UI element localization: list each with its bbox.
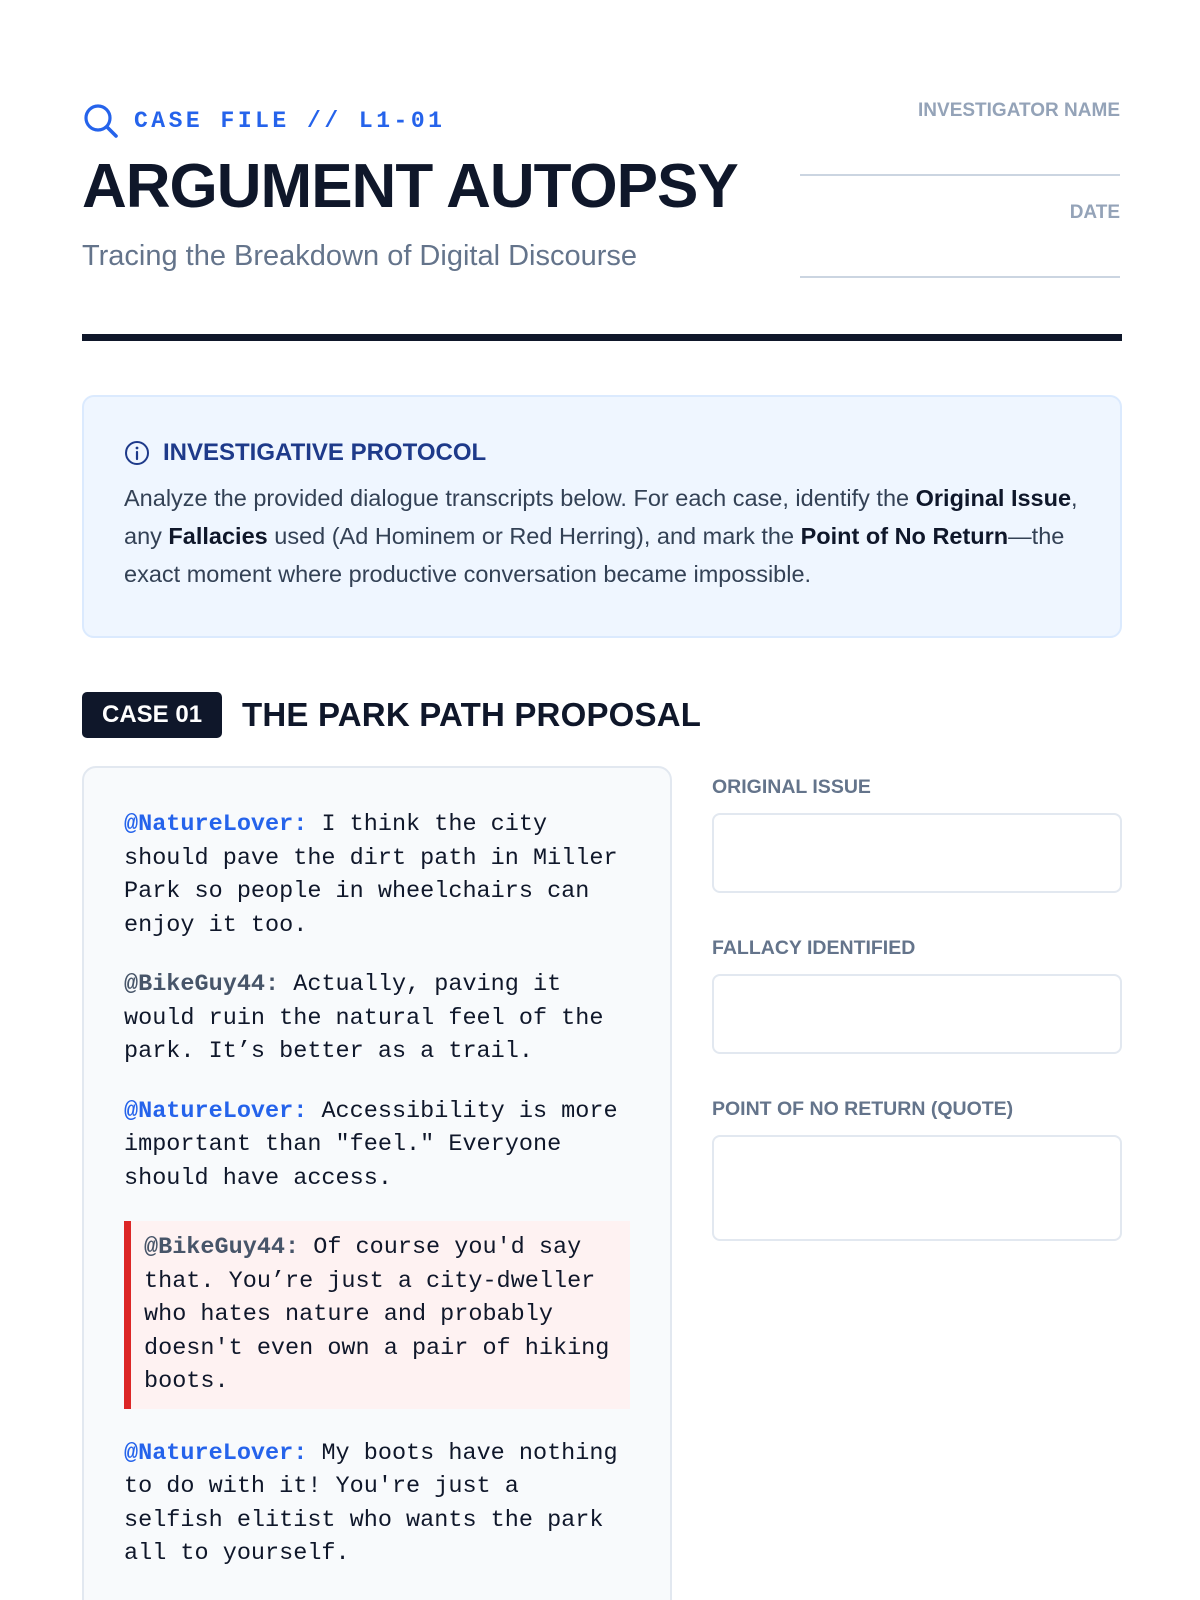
original-issue-field[interactable] [712,813,1122,893]
page-header [82,100,1120,342]
message-user: @NatureLover: [124,1439,308,1467]
protocol-box [82,395,1122,638]
point-of-no-return-field[interactable] [712,1135,1122,1241]
investigator-name-label: INVESTIGATOR NAME [918,100,1120,121]
transcript-message [124,808,630,942]
protocol-bold: Original Issue [915,485,1072,511]
case-badge: CASE 01 [82,692,222,738]
fallacy-field[interactable] [712,974,1122,1054]
message-user: @NatureLover: [124,1097,308,1125]
page-subtitle: Tracing the Breakdown of Digital Discourse [82,240,638,272]
transcript-panel [82,766,672,1600]
message-text: Accessibility is more important than "feel." Everyone should have access. [124,1097,618,1192]
transcript-message [124,968,630,1069]
fallacy-label: FALLACY IDENTIFIED [712,937,916,959]
date-label: DATE [1069,202,1120,223]
protocol-text: Analyze the provided dialogue transcripts below. For each case, identify the Original Issue, any Fallacies used (Ad Hominem or Red Herring), and mark the Point of No Return—the exact moment where productive conversation became impossible. [124,485,1078,587]
flagged-message [124,1221,630,1409]
case-file-label: CASE FILE // L1-01 [134,108,446,134]
message-text: My boots have nothing to do with it! You're just a selfish elitist who wants the park all to yourself. [124,1439,618,1567]
message-text: Actually, paving it would ruin the natural feel of the park. It’s better as a trail. [124,971,604,1065]
transcript-message [124,1095,630,1196]
protocol-bold: Fallacies [168,523,268,549]
protocol-header [124,439,1080,467]
message-user: @BikeGuy44: [144,1234,300,1261]
transcript-message [124,1437,630,1571]
point-of-no-return-label: POINT OF NO RETURN (QUOTE) [712,1098,1014,1120]
message-user: @BikeGuy44: [124,971,280,998]
investigator-name-field[interactable] [800,174,1120,176]
message-text: I think the city should pave the dirt path in Miller Park so people in wheelchairs can enjoy it too. [124,811,618,939]
date-field[interactable] [800,276,1120,278]
header-divider [82,334,1122,341]
case-header [82,692,701,738]
original-issue-label: ORIGINAL ISSUE [712,776,871,798]
message-user: @NatureLover: [124,811,308,838]
search-icon [82,102,120,140]
meta-fields [800,100,1120,304]
analysis-form [712,776,1122,1285]
page-title: ARGUMENT AUTOPSY [82,152,738,221]
protocol-title: INVESTIGATIVE PROTOCOL [163,439,487,466]
message-text: Of course you'd say that. You’re just a city-dweller who hates nature and probably doesn't even own a pair of hiking boots. [144,1234,610,1395]
case-title: THE PARK PATH PROPOSAL [242,696,702,733]
protocol-bold: Point of No Return [800,523,1009,549]
info-icon [124,440,150,466]
case-file-tag [82,102,445,140]
